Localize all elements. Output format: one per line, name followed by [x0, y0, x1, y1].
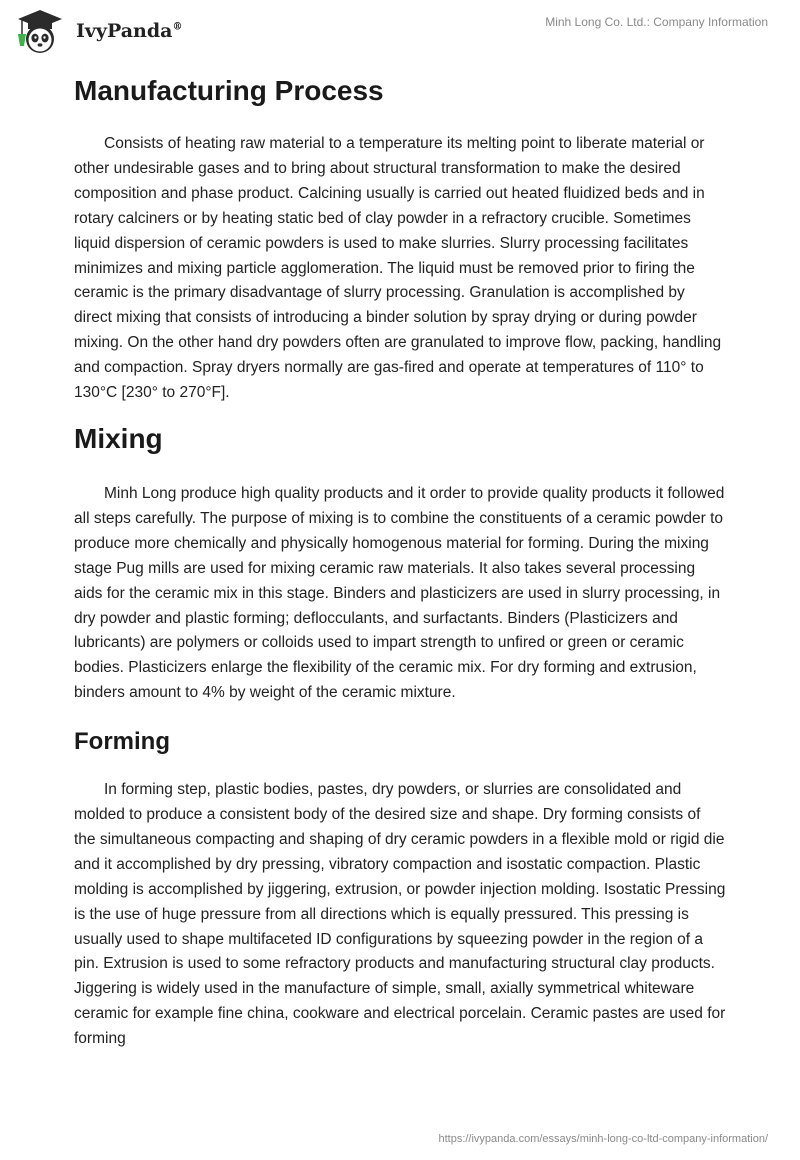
brand-name[interactable] — [76, 20, 182, 42]
heading-mixing: Mixing — [74, 422, 163, 454]
essay-content — [74, 70, 726, 1052]
paragraph-manufacturing-process: Consists of heating raw material to a temperature its melting point to liberate material or other undesirable gases and to bring about structural transformation to make the desired composition and phase product. Calcining usually is carried out heated fluidized beds and in rotary calciners or by heating static bed of clay powder in a refractory crucible. Sometimes liquid dispersion of ceramic powders is used to make slurries. Slurry processing facilitates minimizes and mixing particle agglomeration. The liquid must be removed prior to firing the ceramic is the primary disadvantage of slurry processing. Granulation is accomplished by direct mixing that consists of introducing a binder solution by spray drying or during powder mixing. On the other hand dry powders often are granulated to improve flow, packing, handling and compaction. Spray dryers normally are gas-fired and operate at temperatures of 110° to 130°C [230° to 270°F]. — [74, 135, 722, 402]
source-url-link[interactable]: https://ivypanda.com/essays/minh-long-co-ltd-company-information/ — [438, 1133, 768, 1145]
paragraph-forming: In forming step, plastic bodies, pastes, dry powders, or slurries are consolidated and molded to produce a consistent body of the desired size and shape. Dry forming consists of the simultaneous compacting and shaping of dry ceramic powders in a flexible mold or rigid die and it accomplished by dry pressing, vibratory compaction and isostatic compaction. Plastic molding is accomplished by jiggering, extrusion, or powder injection molding. Isostatic Pressing is the use of huge pressure from all directions which is equally pressured. This pressing is usually used to shape multifaceted ID configurations by squeezing powder in the region of a pin. Extrusion is used to some refractory products and manufacturing structural clay products. Jiggering is widely used in the manufacture of simple, small, axially symmetrical whiteware ceramic for example fine china, cookware and electrical porcelain. Ceramic pastes are used for forming — [74, 781, 726, 1048]
brand-name-text: IvyPanda — [76, 20, 173, 42]
ivypanda-logo-icon[interactable] — [14, 8, 66, 56]
page-header — [0, 0, 800, 60]
heading-manufacturing-process: Manufacturing Process — [74, 75, 384, 106]
registered-mark: ® — [172, 21, 183, 33]
heading-forming: Forming — [74, 728, 170, 756]
paragraph-mixing: Minh Long produce high quality products and it order to provide quality products it followed all steps carefully. The purpose of mixing is to combine the constituents of a ceramic powder to produce more chemically and physically homogenous material for forming. During the mixing stage Pug mills are used for mixing ceramic raw materials. It also takes several processing aids for the ceramic mix in this stage. Binders and plasticizers are used in slurry processing, in dry powder and plastic forming; deflocculants, and surfactants. Binders (Plasticizers and lubricants) are polymers or colloids used to impart strength to unfired or green or ceramic bodies. Plasticizers enlarge the flexibility of the ceramic mix. For dry forming and extrusion, binders amount to 4% by weight of the ceramic mixture. — [74, 484, 725, 702]
document-title: Minh Long Co. Ltd.: Company Information — [545, 15, 768, 29]
